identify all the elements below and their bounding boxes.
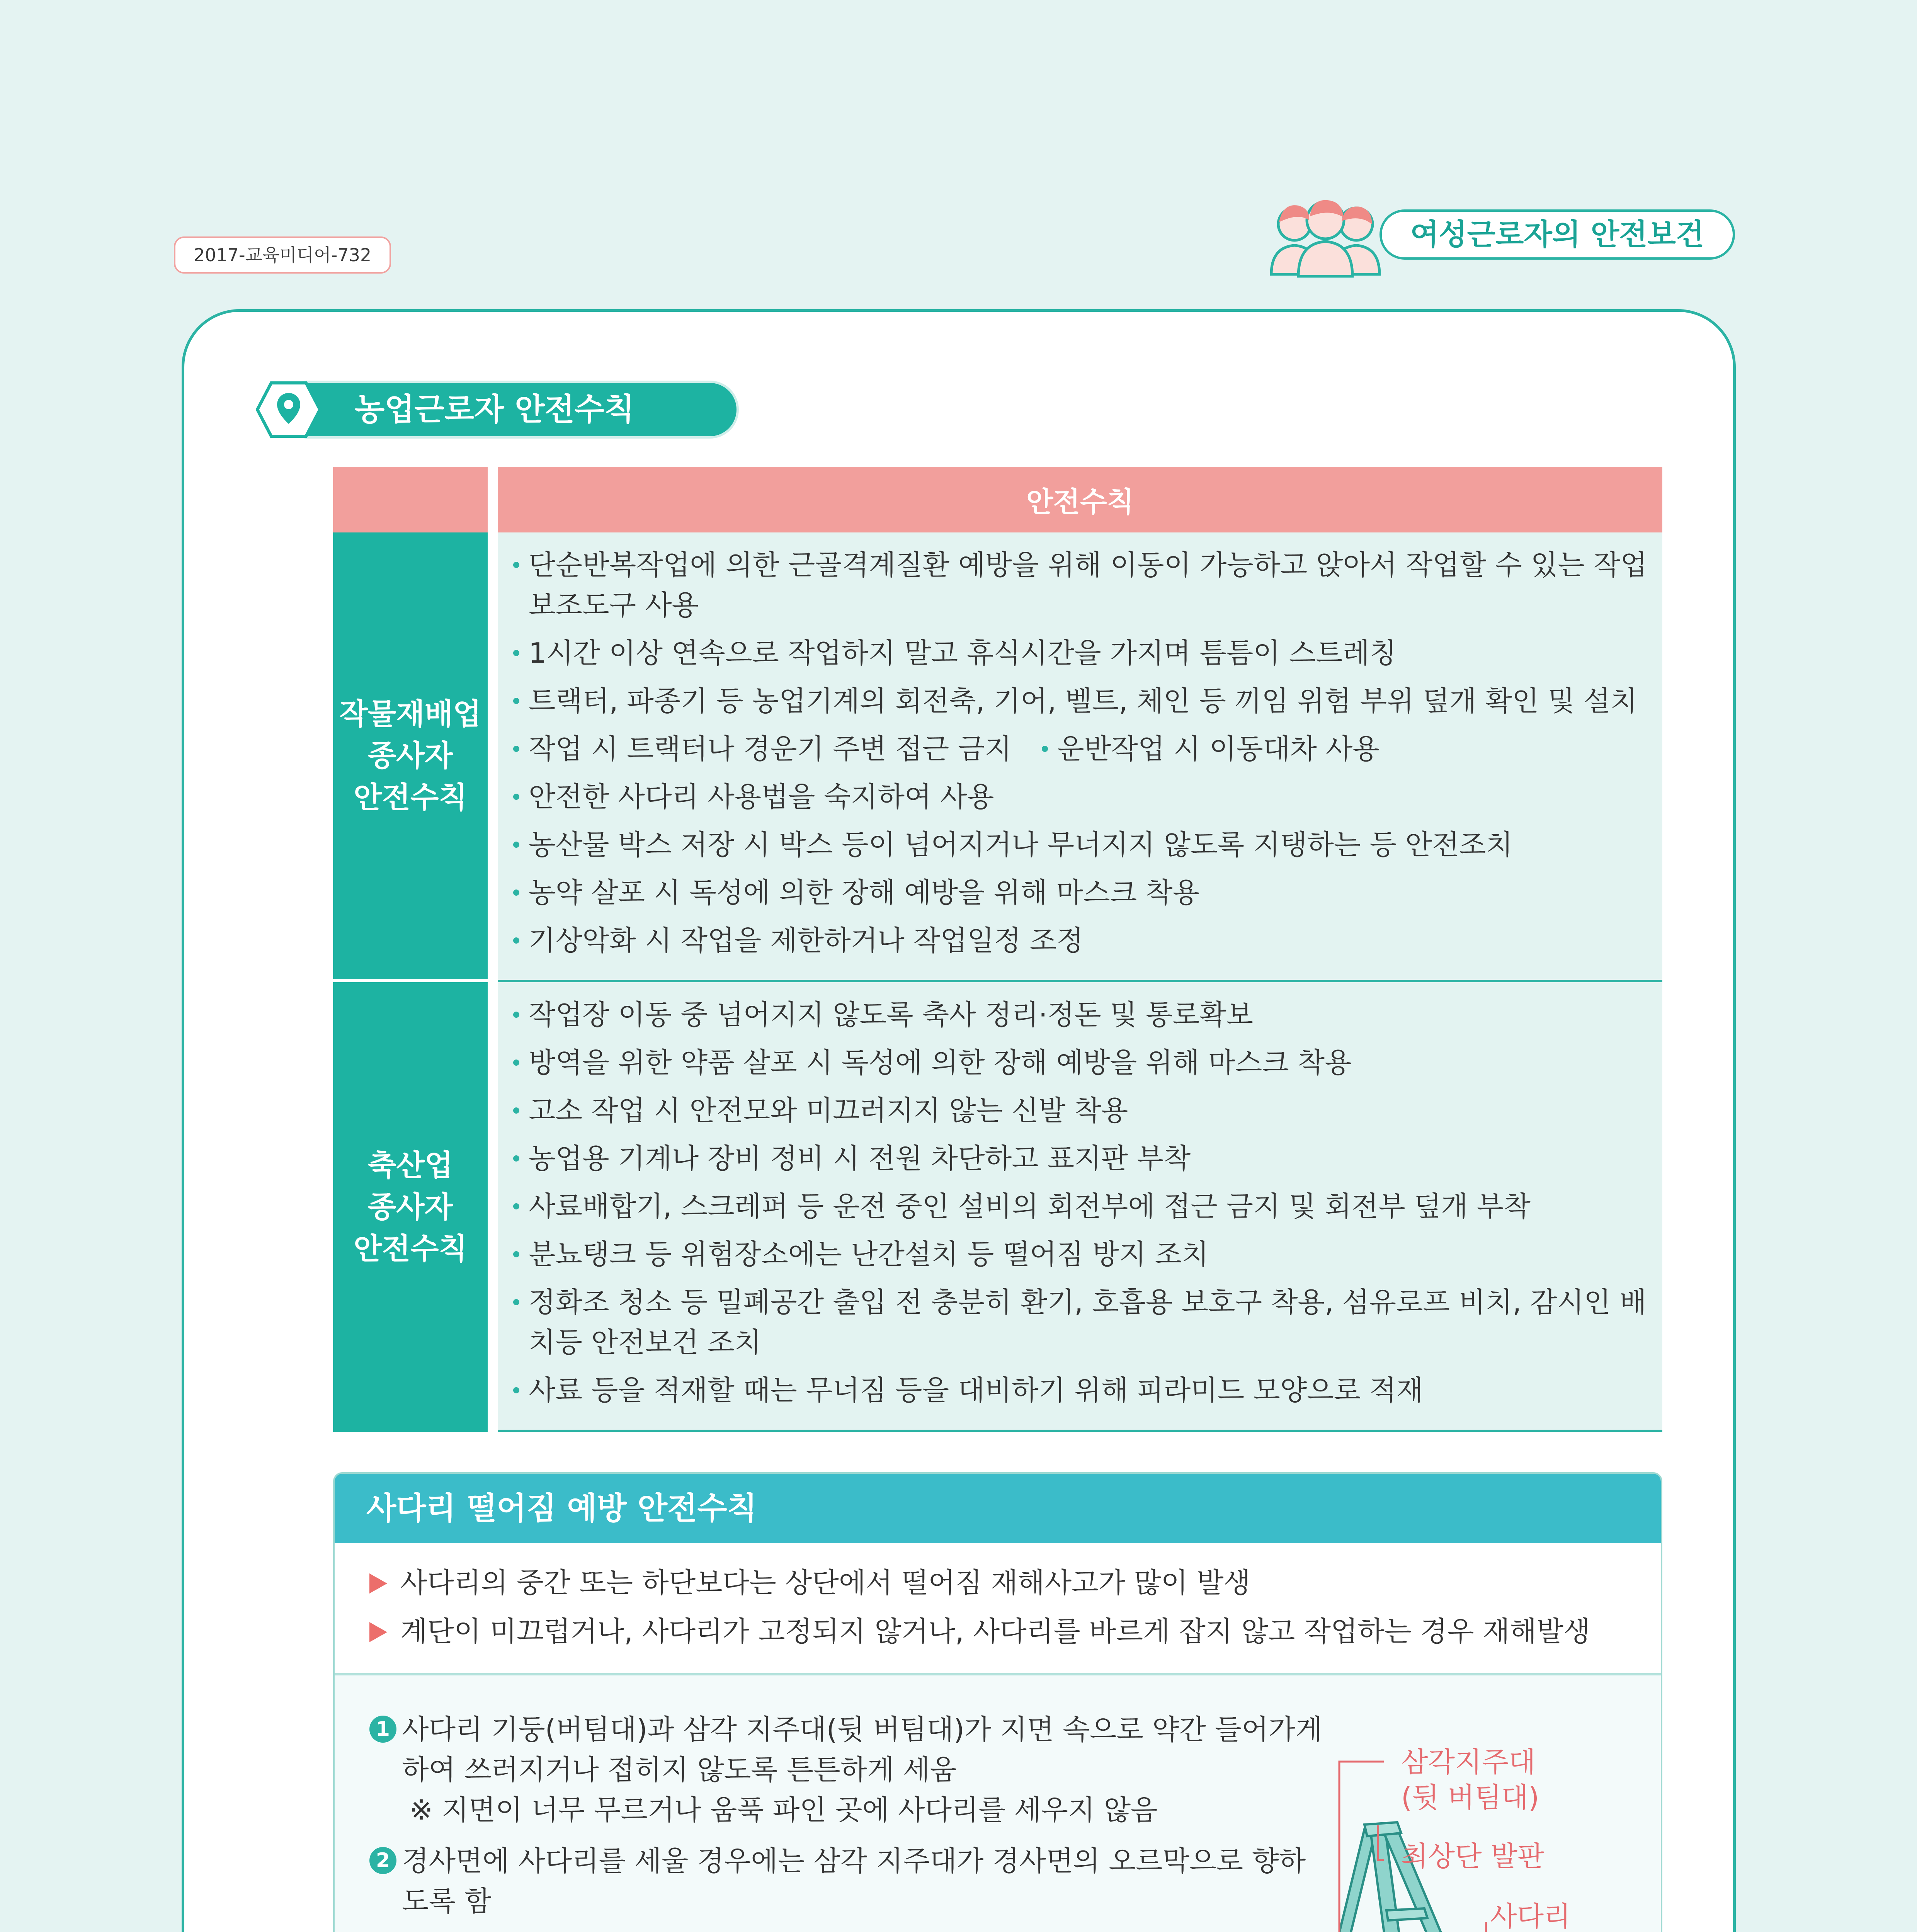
brand-title: 여성근로자의 안전보건: [1379, 209, 1735, 260]
list-item: 고소 작업 시 안전모와 미끄러지지 않는 신발 착용: [510, 1090, 1651, 1131]
list-item-pair: [510, 729, 1651, 769]
table-header: 안전수칙: [498, 467, 1662, 532]
triangle-bullet-item: 사다리의 중간 또는 하단보다는 상단에서 떨어짐 재해사고가 많이 발생: [369, 1562, 1661, 1604]
people-group-icon: [1267, 193, 1383, 278]
ladder-rules-list: [369, 1709, 1328, 1932]
list-item: 1시간 이상 연속으로 작업하지 말고 휴식시간을 가지며 틈틈이 스트레칭: [510, 633, 1651, 673]
label-rail: 사다리: [1490, 1900, 1571, 1932]
ladder-box-title: 사다리 떨어짐 예방 안전수칙: [335, 1474, 1661, 1543]
list-item: 안전한 사다리 사용법을 숙지하여 사용: [510, 777, 1651, 817]
section-title: [256, 381, 739, 439]
list-item: 정화조 청소 등 밀폐공간 출입 전 충분히 환기, 호흡용 보호구 착용, 섬유로프 비치, 감시인 배치등 안전보건 조치: [510, 1282, 1651, 1362]
livestock-rules-list: [498, 982, 1662, 1432]
list-item: 방역을 위한 약품 살포 시 독성에 의한 장해 예방을 위해 마스크 착용: [510, 1043, 1651, 1083]
list-item: 운반작업 시 이동대차 사용: [1039, 729, 1379, 769]
number-badge: 2: [369, 1847, 396, 1874]
table-row-crop: [333, 532, 1662, 982]
crop-rules-list: [498, 532, 1662, 982]
rule-note: ※ 지면이 너무 무르거나 움푹 파인 곳에 사다리를 세우지 않음: [410, 1794, 1158, 1826]
list-item: 사료 등을 적재할 때는 무너짐 등을 대비하기 위해 피라미드 모양으로 적재: [510, 1370, 1651, 1410]
category-crop: 작물재배업 종사자 안전수칙: [333, 532, 488, 982]
brand-header: [1267, 189, 1735, 274]
safety-rules-table: [333, 467, 1662, 1432]
label-tripod: 삼각지주대 (뒷 버팀대): [1401, 1746, 1539, 1814]
list-item: 농업용 기계나 장비 정비 시 전원 차단하고 표지판 부착: [510, 1138, 1651, 1179]
label-top-step: 최상단 발판: [1401, 1840, 1544, 1872]
numbered-item: 1 사다리 기둥(버팀대)과 삼각 지주대(뒷 버팀대)가 지면 속으로 약간 들어가게 하여 쓰러지거나 접히지 않도록 튼튼하게 세움 ※ 지면이 너무 무르거나 움푹 파인 곳에 사다리를 세우지 않음: [369, 1709, 1328, 1830]
ladder-safety-box: [333, 1472, 1662, 1932]
document-code-badge: 2017-교육미디어-732: [174, 236, 391, 274]
table-row-livestock: [333, 982, 1662, 1432]
section-title-bar: [279, 381, 739, 439]
location-pin-icon: [256, 381, 321, 439]
number-badge: 1: [369, 1716, 396, 1743]
list-item: 트랙터, 파종기 등 농업기계의 회전축, 기어, 벨트, 체인 등 끼임 위험 부위 덮개 확인 및 설치: [510, 681, 1651, 721]
list-item: 작업 시 트랙터나 경운기 주변 접근 금지: [510, 729, 1012, 769]
triangle-bullet-item: 계단이 미끄럽거나, 사다리가 고정되지 않거나, 사다리를 바르게 잡지 않고 작업하는 경우 재해발생: [369, 1611, 1661, 1652]
ladder-intro: [335, 1543, 1661, 1675]
section-title-text: 농업근로자 안전수칙: [355, 391, 634, 427]
category-livestock: 축산업 종사자 안전수칙: [333, 982, 488, 1432]
list-item: 사료배합기, 스크레퍼 등 운전 중인 설비의 회전부에 접근 금지 및 회전부 덮개 부착: [510, 1186, 1651, 1226]
list-item: 작업장 이동 중 넘어지지 않도록 축사 정리·정돈 및 통로확보: [510, 995, 1651, 1035]
list-item: 분뇨탱크 등 위험장소에는 난간설치 등 떨어짐 방지 조치: [510, 1234, 1651, 1274]
list-item: 기상악화 시 작업을 제한하거나 작업일정 조정: [510, 920, 1651, 961]
table-corner-cell: [333, 467, 488, 532]
list-item: 농약 살포 시 독성에 의한 장해 예방을 위해 마스크 착용: [510, 872, 1651, 913]
list-item: 농산물 박스 저장 시 박스 등이 넘어지거나 무너지지 않도록 지탱하는 등 안전조치: [510, 825, 1651, 865]
numbered-item: 2 경사면에 사다리를 세울 경우에는 삼각 지주대가 경사면의 오르막으로 향하도록 함: [369, 1841, 1328, 1921]
list-item: 단순반복작업에 의한 근골격계질환 예방을 위해 이동이 가능하고 앉아서 작업할 수 있는 작업 보조도구 사용: [510, 545, 1651, 625]
